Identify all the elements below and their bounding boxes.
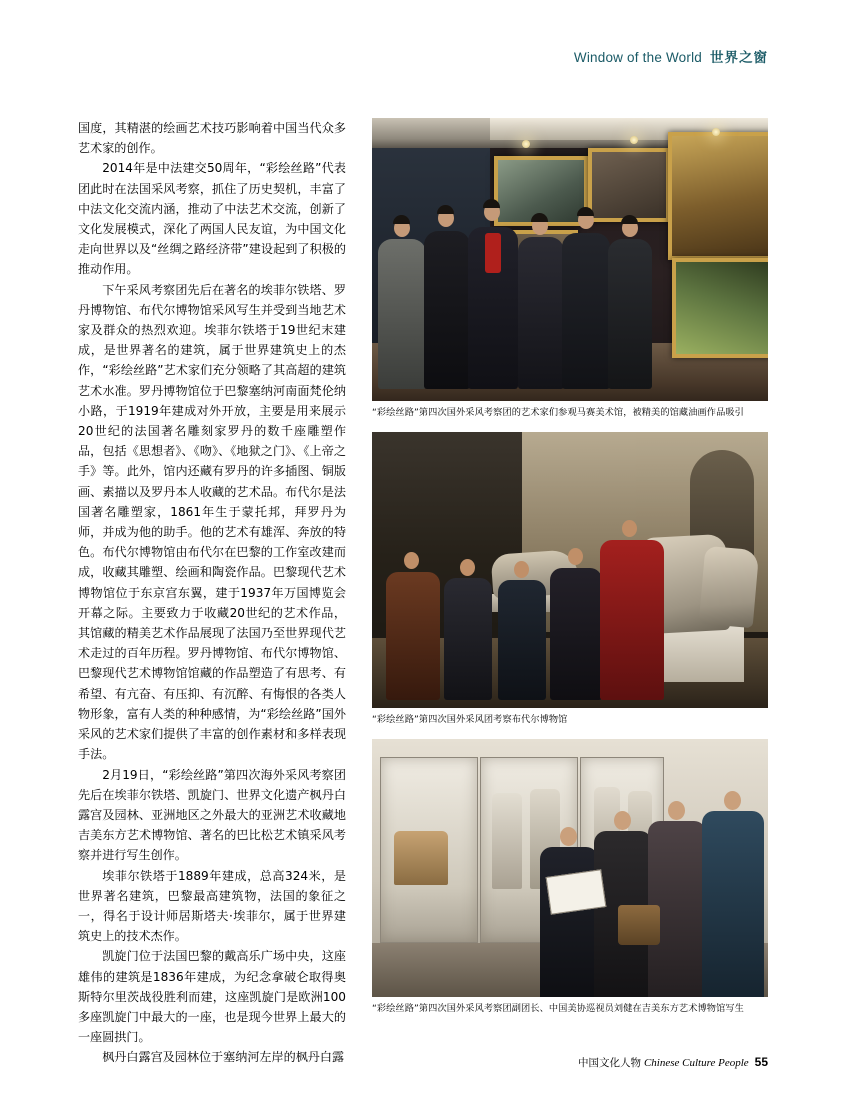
framed-painting: [588, 148, 670, 222]
stone-statue-artifact: [492, 793, 522, 889]
visitor-head: [622, 520, 637, 537]
visitor-figure: [444, 578, 492, 700]
visitor-figure: [562, 233, 610, 389]
visitor-head: [404, 552, 419, 569]
photo-museum-paintings: [372, 118, 768, 401]
visitor-figure: [386, 572, 440, 700]
visitor-figure-red-coat: [600, 540, 664, 700]
visitor-head: [568, 548, 583, 565]
figure-guimet-museum-sketch: [372, 739, 768, 1015]
framed-painting: [668, 132, 768, 260]
visitor-figure: [518, 237, 564, 389]
paragraph: 凯旋门位于法国巴黎的戴高乐广场中央，这座雄伟的建筑是1836年建成，为纪念拿破仑取得奥斯特尔里茨战役胜利而建，这座凯旋门是欧洲100多座凯旋门中最大的一座，也是现今世界上最大的一座圆拱门。: [78, 949, 346, 1045]
running-head-chinese: 世界之窗: [710, 50, 768, 66]
figure-caption: “彩绘丝路”第四次国外采风考察团副团长、中国美协巡视员刘健在吉美东方艺术博物馆写生: [372, 1003, 744, 1014]
footer-publication-english: Chinese Culture People: [643, 1057, 749, 1069]
sketchbook: [546, 869, 607, 914]
visitor-head: [514, 561, 529, 578]
visitor-head: [460, 559, 475, 576]
paragraph: 国度，其精湛的绘画艺术技巧影响着中国当代众多艺术家的创作。: [78, 121, 346, 156]
shoulder-bag: [618, 905, 660, 945]
photo-column: [372, 118, 768, 1015]
paragraph: 枫丹白露宫及园林位于塞纳河左岸的枫丹白露: [102, 1050, 345, 1065]
sculpture: [699, 546, 760, 628]
visitor-head: [560, 827, 577, 846]
visitor-figure: [550, 568, 602, 700]
visitor-head: [668, 801, 685, 820]
page-footer: [578, 1055, 768, 1070]
visitor-figure: [468, 227, 518, 389]
visitor-figure: [702, 811, 764, 997]
framed-painting: [672, 258, 768, 358]
paragraph: 埃菲尔铁塔于1889年建成，总高324米，是世界著名建筑，巴黎最高建筑物，法国的象征之一，得名于设计师居斯塔夫·埃菲尔，属于世界建筑史上的技术杰作。: [78, 868, 346, 944]
figure-museum-paintings: [372, 118, 768, 419]
gallery-light: [522, 140, 530, 148]
article-text-column: [78, 118, 346, 1068]
paragraph: 下午采风考察团先后在著名的埃菲尔铁塔、罗丹博物馆、布代尔博物馆采风写生并受到当地艺术家及群众的热烈欢迎。埃菲尔铁塔于19世纪末建成，是世界著名的建筑，属于世界建筑史上的杰作，“彩绘丝路”艺术家们充分领略了其高超的建筑艺术水准。罗丹博物馆位于巴黎塞纳河南面梵伦纳小路，于1919年建成对外开放，主要是用来展示20世纪的法国著名雕刻家罗丹的数千座雕塑作品，包括《思想者》、《吻》、《地狱之门》、《上帝之手》等。此外，馆内还藏有罗丹的许多插图、铜版画、素描以及罗丹本人收藏的艺术品。布代尔是法国著名雕塑家，1861年生于蒙托邦，拜罗丹为师，并成为他的助手。他的艺术有雄浑、奔放的特色。布代尔博物馆由布代尔在巴黎的工作室改建而成，收藏其雕塑、绘画和陶瓷作品。巴黎现代艺术博物馆位于东京宫东翼，建于1937年万国博览会开幕之际。主要致力于收藏20世纪的艺术作品，其馆藏的精美艺术作品展现了法国乃至世界现代艺术走过的百年历程。罗丹博物馆、布代尔博物馆、巴黎现代艺术博物馆馆藏的作品塑造了有思考、有希望、有亢奋、有压抑、有沉醉、有悔恨的各类人物形象，富有人类的种种感情，为“彩绘丝路”国外采风的艺术家们提供了丰富的创作素材和多样表现手法。: [78, 282, 346, 762]
visitor-figure: [378, 239, 426, 389]
figure-bourdelle-museum: [372, 432, 768, 726]
gallery-light: [630, 136, 638, 144]
visitor-figure: [498, 580, 546, 700]
photo-guimet-museum-sketch: [372, 739, 768, 997]
visitor-figure: [608, 239, 652, 389]
red-scarf: [485, 233, 501, 273]
figure-caption: “彩绘丝路”第四次国外采风团考察布代尔博物馆: [372, 714, 568, 725]
paragraph: 2月19日，“彩绘丝路”第四次海外采风考察团先后在埃菲尔铁塔、凯旋门、世界文化遗产枫丹白露宫及园林、亚洲地区之外最大的亚洲艺术收藏地吉美东方艺术博物馆、著名的巴比松艺术镇采风考察并进行写生创作。: [78, 767, 346, 863]
paragraph: 2014年是中法建交50周年，“彩绘丝路”代表团此时在法国采风考察，抓住了历史契机，丰富了中法文化交流内涵，推动了中法艺术交流，创新了文化发展模式，深化了两国人民友谊，为中国文化走向世界以及“丝绸之路经济带”建设起到了积极的推动作用。: [78, 161, 346, 277]
photo-bourdelle-museum: [372, 432, 768, 708]
running-head-english: Window of the World: [573, 50, 702, 65]
visitor-figure: [424, 231, 470, 389]
visitor-figure: [540, 847, 598, 997]
terracotta-horse-artifact: [394, 831, 448, 885]
visitor-head: [614, 811, 631, 830]
running-head: [574, 46, 768, 66]
gallery-light: [712, 128, 720, 136]
visitor-head: [724, 791, 741, 810]
footer-publication-chinese: 中国文化人物: [577, 1057, 641, 1069]
page-number: 55: [754, 1055, 768, 1069]
figure-caption: “彩绘丝路”第四次国外采风考察团的艺术家们参观马赛美术馆，被精美的馆藏油画作品吸引: [372, 407, 744, 418]
